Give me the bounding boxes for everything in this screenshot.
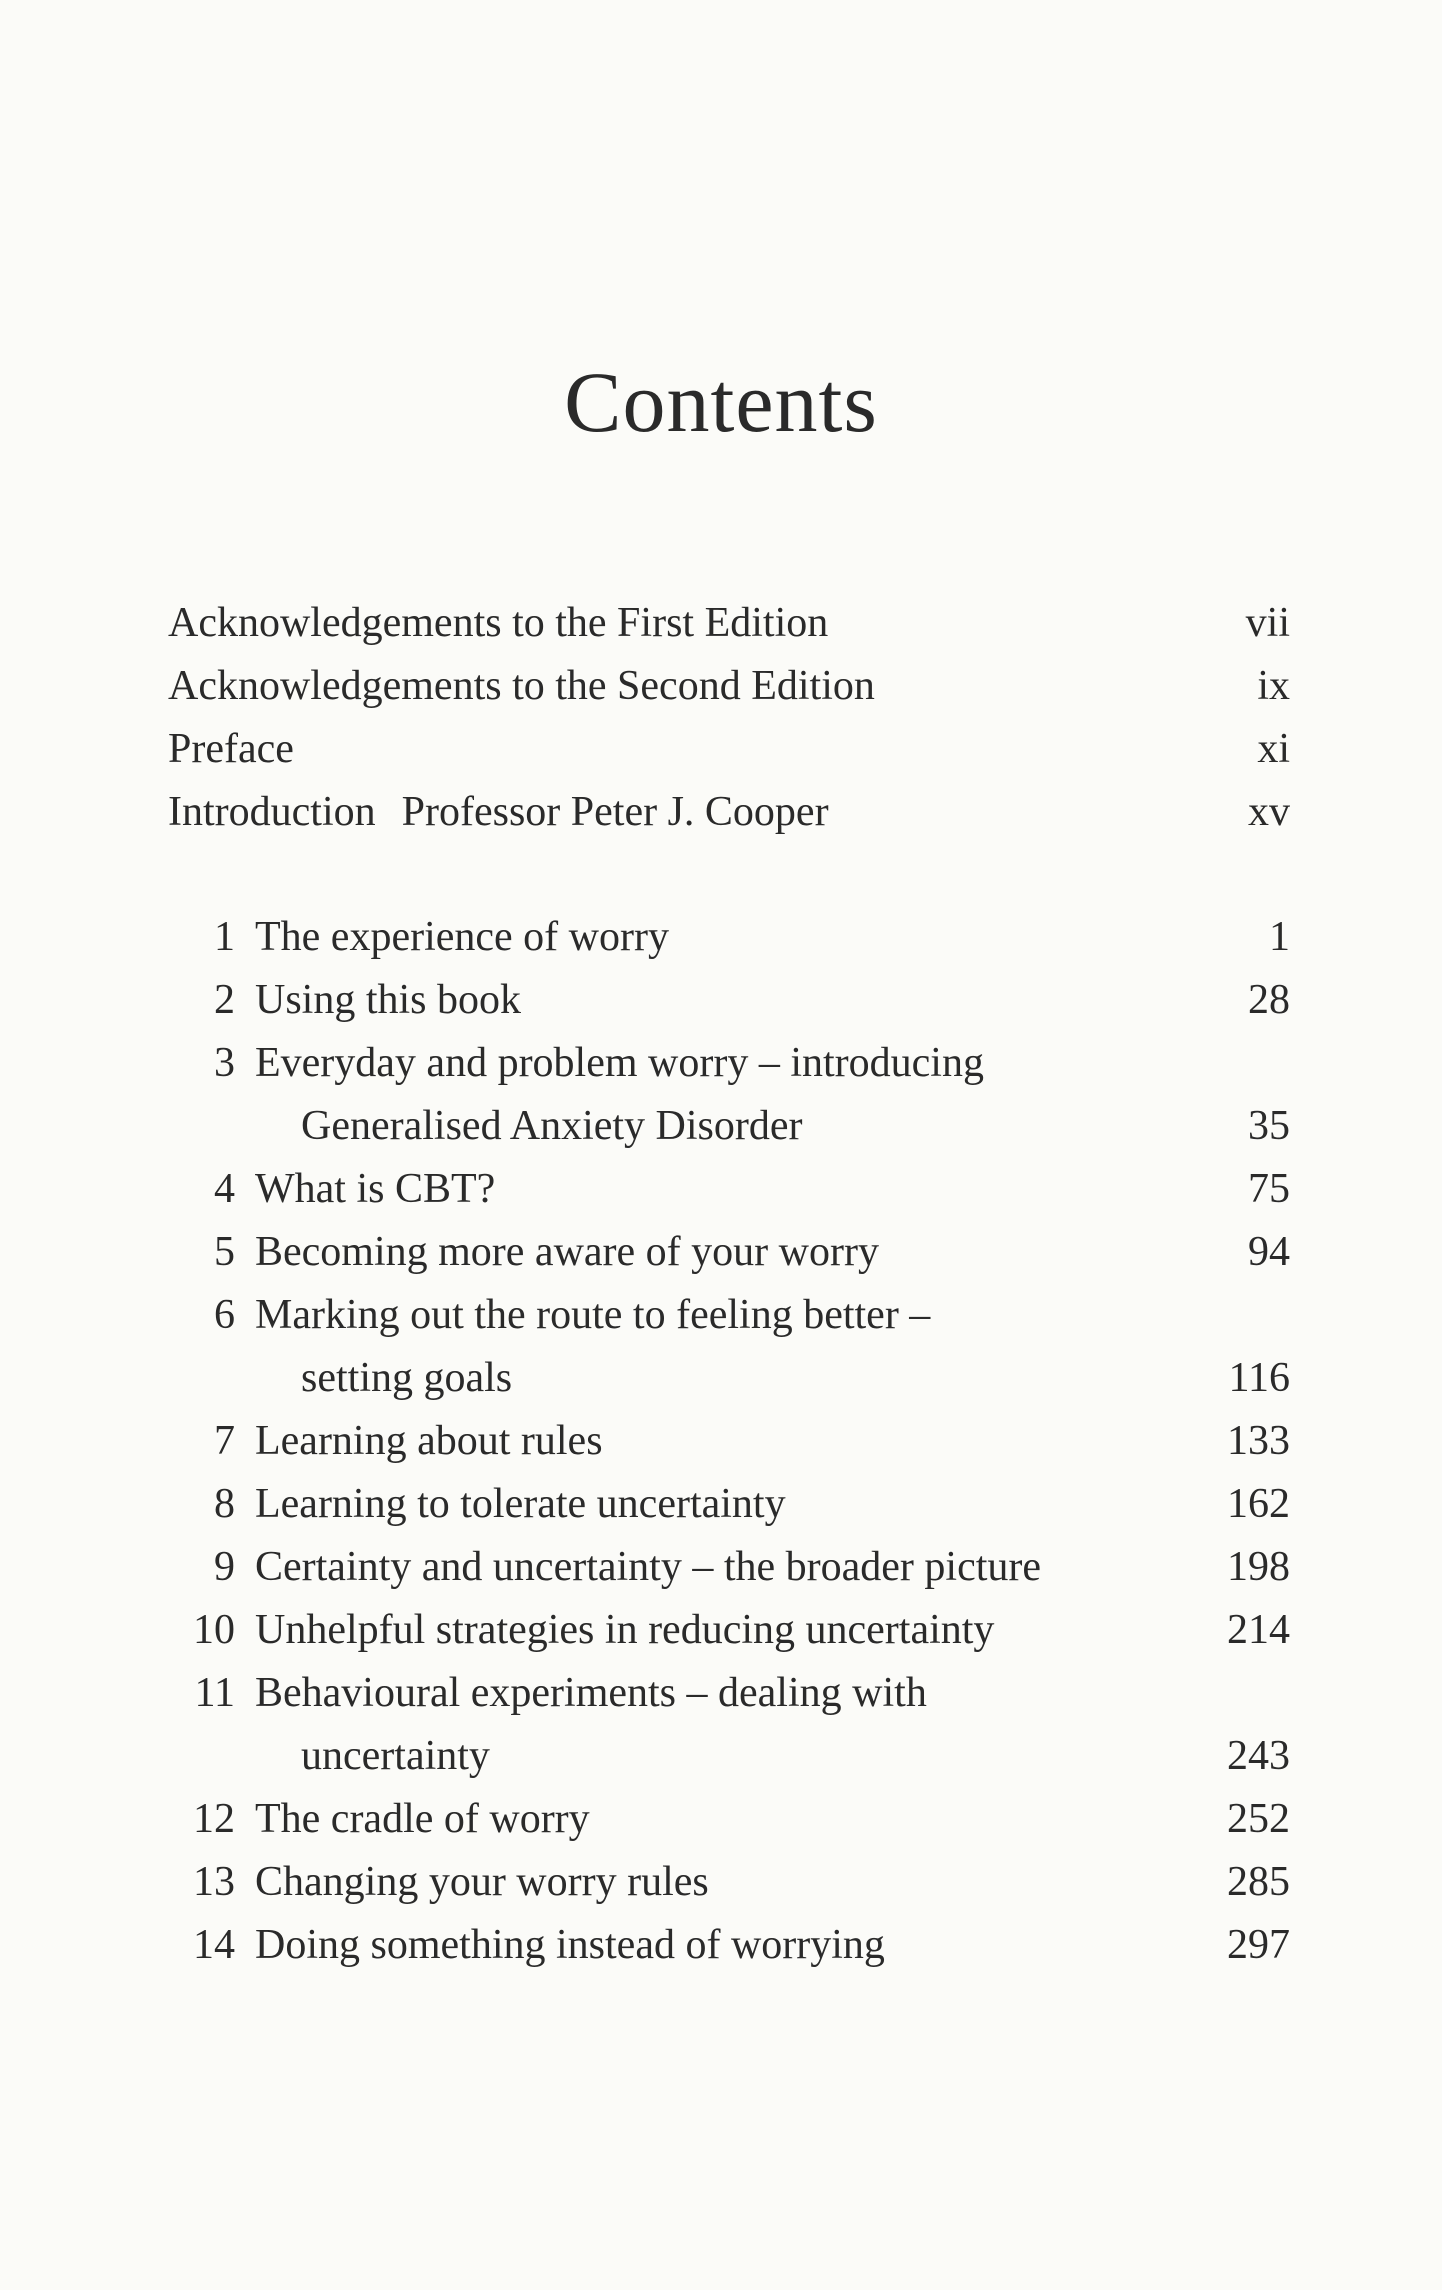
chapter-entry-12[interactable] bbox=[168, 1788, 1290, 1851]
chapter-page: 133 bbox=[1227, 1418, 1290, 1464]
page-title: Contents bbox=[564, 354, 878, 450]
chapter-title-continued: uncertainty bbox=[301, 1733, 490, 1779]
chapter-page: 297 bbox=[1227, 1922, 1290, 1968]
chapter-entry-3[interactable] bbox=[168, 1032, 1290, 1158]
front-matter-list bbox=[168, 592, 1290, 844]
chapter-entry-11[interactable] bbox=[168, 1662, 1290, 1788]
chapter-page: 285 bbox=[1227, 1859, 1290, 1905]
chapter-number: 5 bbox=[214, 1229, 235, 1275]
chapter-entry-7[interactable] bbox=[168, 1410, 1290, 1473]
chapter-title: Changing your worry rules bbox=[255, 1859, 709, 1905]
toc-entry-label: Acknowledgements to the Second Edition bbox=[168, 663, 875, 709]
chapter-page: 75 bbox=[1248, 1166, 1290, 1212]
chapter-title: Becoming more aware of your worry bbox=[255, 1229, 879, 1275]
chapter-entry-14[interactable] bbox=[168, 1914, 1290, 1977]
chapter-page: 252 bbox=[1227, 1796, 1290, 1842]
toc-entry-acknowledgements-first[interactable] bbox=[168, 592, 1290, 655]
chapter-title: The cradle of worry bbox=[255, 1796, 590, 1842]
chapter-title-continued: setting goals bbox=[301, 1355, 513, 1401]
chapter-title-continued: Generalised Anxiety Disorder bbox=[301, 1103, 803, 1149]
toc-entry-introduction[interactable] bbox=[168, 781, 1290, 844]
chapter-entry-1[interactable] bbox=[168, 906, 1290, 969]
chapter-number: 6 bbox=[214, 1292, 235, 1338]
chapter-page: 35 bbox=[1248, 1103, 1290, 1149]
chapter-page: 94 bbox=[1248, 1229, 1290, 1275]
toc-entry-label: Acknowledgements to the First Edition bbox=[168, 600, 829, 646]
chapter-number: 3 bbox=[214, 1040, 235, 1086]
chapter-entry-8[interactable] bbox=[168, 1473, 1290, 1536]
chapter-number: 14 bbox=[193, 1922, 235, 1968]
chapter-page: 243 bbox=[1227, 1733, 1290, 1779]
chapter-number: 7 bbox=[214, 1418, 235, 1464]
toc-entry-page: vii bbox=[1245, 600, 1290, 646]
chapter-list bbox=[168, 906, 1290, 1977]
chapter-entry-9[interactable] bbox=[168, 1536, 1290, 1599]
chapter-title: The experience of worry bbox=[255, 914, 669, 960]
chapter-number: 4 bbox=[214, 1166, 235, 1212]
chapter-title: Certainty and uncertainty – the broader picture bbox=[255, 1544, 1042, 1590]
chapter-number: 13 bbox=[193, 1859, 235, 1905]
toc-entry-author: Professor Peter J. Cooper bbox=[401, 789, 829, 835]
chapter-number: 10 bbox=[193, 1607, 235, 1653]
chapter-page: 198 bbox=[1227, 1544, 1290, 1590]
chapter-entry-4[interactable] bbox=[168, 1158, 1290, 1221]
toc-entry-acknowledgements-second[interactable] bbox=[168, 655, 1290, 718]
chapter-entry-2[interactable] bbox=[168, 969, 1290, 1032]
chapter-title: Using this book bbox=[255, 977, 522, 1023]
chapter-number: 1 bbox=[214, 914, 235, 960]
chapter-number: 2 bbox=[214, 977, 235, 1023]
chapter-number: 11 bbox=[194, 1670, 235, 1716]
chapter-entry-10[interactable] bbox=[168, 1599, 1290, 1662]
chapter-entry-13[interactable] bbox=[168, 1851, 1290, 1914]
chapter-page: 1 bbox=[1269, 914, 1290, 960]
chapter-page: 116 bbox=[1228, 1355, 1290, 1401]
chapter-entry-6[interactable] bbox=[168, 1284, 1290, 1410]
chapter-number: 12 bbox=[193, 1796, 235, 1842]
chapter-page: 162 bbox=[1227, 1481, 1290, 1527]
chapter-entry-5[interactable] bbox=[168, 1221, 1290, 1284]
chapter-title: Learning about rules bbox=[255, 1418, 603, 1464]
toc-entry-preface[interactable] bbox=[168, 718, 1290, 781]
toc-entry-label: Preface bbox=[168, 726, 294, 772]
toc-entry-page: ix bbox=[1257, 663, 1290, 709]
chapter-title: Behavioural experiments – dealing with bbox=[255, 1670, 927, 1716]
chapter-title: Learning to tolerate uncertainty bbox=[255, 1481, 786, 1527]
chapter-title: What is CBT? bbox=[255, 1166, 496, 1212]
toc-entry-page: xi bbox=[1257, 726, 1290, 772]
chapter-title: Everyday and problem worry – introducing bbox=[255, 1040, 984, 1086]
toc-entry-page: xv bbox=[1248, 789, 1290, 835]
toc-entry-introduction-label: Introduction bbox=[168, 789, 376, 835]
chapter-title: Doing something instead of worrying bbox=[255, 1922, 885, 1968]
chapter-title: Unhelpful strategies in reducing uncertainty bbox=[255, 1607, 995, 1653]
chapter-page: 214 bbox=[1227, 1607, 1290, 1653]
toc-entry-label bbox=[168, 781, 829, 844]
chapter-number: 9 bbox=[214, 1544, 235, 1590]
chapter-number: 8 bbox=[214, 1481, 235, 1527]
chapter-page: 28 bbox=[1248, 977, 1290, 1023]
chapter-title: Marking out the route to feeling better – bbox=[255, 1292, 931, 1338]
